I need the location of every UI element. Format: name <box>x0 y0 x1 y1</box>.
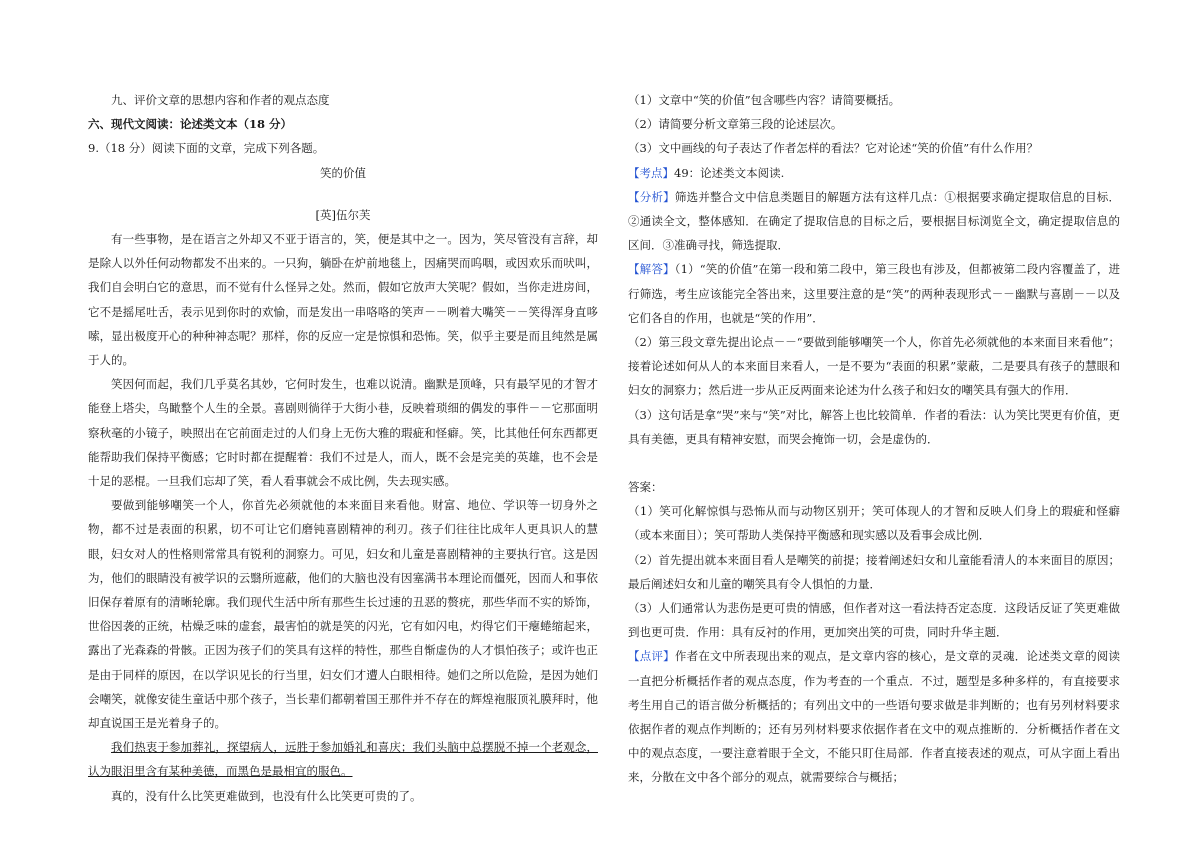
kaodian-text: 49：论述类文本阅读. <box>674 165 785 180</box>
kaodian-block <box>628 161 1120 185</box>
answer-label: 答案： <box>628 480 663 495</box>
article-author: [英]伍尔芙 <box>315 207 371 222</box>
right-column <box>628 88 1120 790</box>
article-title: 笑的价值 <box>320 165 366 180</box>
jieda-tag: 【解答】 <box>628 262 675 277</box>
kaodian-tag: 【考点】 <box>628 165 674 180</box>
dianping-text: 作者在文中所表现出来的观点，是文章内容的核心，是文章的灵魂．论述类文章的阅读一直把分析概括作者的观点态度，作为考查的一个重点．不过，题型是多种多样的，有直接要求考生用自己的语言做分析概括的；有列出文中的一些语句要求做是非判断的；也有另列材料要求依据作者的观点作判断的；还有另列材料要求依据作者在文中的观点推断的．分析概括作者在文中的观点态度，一要注意着眼于全文，不能只盯住局部．作者直接表述的观点，可从字面上看出来，分散在文中各个部分的观点，就需要综合与概括； <box>628 649 1121 785</box>
fenxi-text: 筛选并整合文中信息类题目的解题方法有这样几点：①根据要求确定提取信息的目标．②通读全文，整体感知．在确定了提取信息的目标之后，要根据目标浏览全文，确定提取信息的区间．③准确寻找，筛选提取． <box>628 189 1121 253</box>
article-paragraph-2: 笑因何而起，我们几乎莫名其妙，它何时发生，也难以说清。幽默是顶峰，只有最罕见的才智才能登上塔尖，鸟瞰整个人生的全景。喜剧则徜徉于大街小巷，反映着琐细的偶发的事件－－它那面明察秋毫的小镜子，映照出在它前面走过的人们身上无伤大雅的瑕疵和怪癖。笑，比其他任何东西都更能帮助我们保持平衡感；它时时都在提醒着：我们不过是人，而人，既不会是完美的英雄，也不会是十足的恶棍。一旦我们忘却了笑，看人看事就会不成比例，失去现实感。 <box>88 377 598 489</box>
question-intro: 9.（18 分）阅读下面的文章，完成下列各题。 <box>88 141 325 156</box>
fenxi-tag: 【分析】 <box>628 189 675 204</box>
question-1: （1）文章中“笑的价值”包含哪些内容？请简要概括。 <box>628 93 901 107</box>
dianping-block <box>628 644 1120 789</box>
left-column <box>88 88 598 808</box>
article-paragraph-3: 要做到能够嘲笑一个人，你首先必须就他的本来面目来看他。财富、地位、学识等一切身外之物，都不过是表面的积累，切不可让它们磨钝喜剧精神的利刃。孩子们往往比成年人更具识人的慧眼，妇女对人的性格则常常具有锐利的洞察力。可见，妇女和儿童是喜剧精神的主要执行官。这是因为，他们的眼睛没有被学识的云翳所遮蔽，他们的大脑也没有因塞满书本理论而僵死，因而人和事依旧保存着原有的清晰轮廓。我们现代生活中所有那些生长过速的丑恶的赘疣，那些华而不实的矫饰，世俗因袭的正统，枯燥乏味的虚套，最害怕的就是笑的闪光，它有如闪电，灼得它们干瘪蜷缩起来，露出了光森森的骨骸。正因为孩子们的笑具有这样的特性，那些自惭虚伪的人才惧怕孩子；或许也正是由于同样的原因，在以学识见长的行当里，妇女们才遭人白眼相待。她们之所以危险，是因为她们会嘲笑，就像安徒生童话中那个孩子，当长辈们都朝着国王那件并不存在的辉煌袍服顶礼膜拜时，他却直说国王是光着身子的。 <box>88 498 598 731</box>
underlined-paragraph <box>88 735 598 783</box>
item9-eval-line: 九、评价文章的思想内容和作者的观点态度 <box>111 93 330 107</box>
fenxi-block <box>628 185 1120 258</box>
question-3: （3）文中画线的句子表达了作者怎样的看法？它对论述“笑的价值”有什么作用？ <box>628 141 1039 156</box>
answer-1: （1）笑可化解惊惧与恐怖从而与动物区别开；笑可体现人的才智和反映人们身上的瑕疵和怪癖（或本来面目）；笑可帮助人类保持平衡感和现实感以及看事会成比例． <box>628 504 1120 543</box>
section-heading: 六、现代文阅读：论述类文本（18 分） <box>88 117 293 132</box>
article-paragraph-1: 有一些事物，是在语言之外却又不亚于语言的，笑，便是其中之一。因为，笑尽管没有言辞，却是除人以外任何动物都发不出来的。一只狗，躺卧在炉前地毯上，因痛哭而呜咽，或因欢乐而吠叫，我们自会明白它的意思，而不觉有什么怪异之处。然而，假如它放声大笑呢？假如，当你走进房间，它不是摇尾吐舌，表示见到你时的欢愉，而是发出一串咯咯的笑声－－咧着大嘴笑－－笑得浑身直哆嗦，显出极度开心的种种神态呢？那样，你的反应一定是惊惧和恐怖。笑，似乎主要是而且纯然是属于人的。 <box>88 232 598 368</box>
underlined-sentence: 我们热衷于参加葬礼，探望病人，远胜于参加婚礼和喜庆；我们头脑中总摆脱不掉一个老观念，认为眼泪里含有某种美德，而黑色是最相宜的服色。 <box>88 740 598 779</box>
jieda-part-2: （2）第三段文章先提出论点－－“要做到能够嘲笑一个人，你首先必须就他的本来面目来看他”；接着论述如何从人的本来面目来看人，一是不要为“表面的积累”蒙蔽，二是要具有孩子的慧眼和妇女的洞察力；然后进一步从正反两面来论述为什么孩子和妇女的嘲笑具有强大的作用． <box>628 335 1120 398</box>
question-2: （2）请简要分析文章第三段的论述层次。 <box>628 117 843 132</box>
dianping-tag: 【点评】 <box>628 649 675 664</box>
jieda-part-3: （3）这句话是拿“哭”来与“笑”对比，解答上也比较简单．作者的看法：认为笑比哭更有价值，更具有美德，更具有精神安慰，而哭会掩饰一切，会是虚伪的． <box>628 407 1120 446</box>
answer-2: （2）首先提出就本来面目看人是嘲笑的前提；接着阐述妇女和儿童能看清人的本来面目的原因；最后阐述妇女和儿童的嘲笑具有令人惧怕的力量． <box>628 552 1120 591</box>
spacer <box>628 451 1120 475</box>
jieda-part-1: （1）“笑的价值”在第一段和第二段中，第三段也有涉及，但都被第二段内容覆盖了，进行筛选，考生应该能完全答出来，这里要注意的是“笑”的两种表现形式－－幽默与喜剧－－以及它们各自的作用，也就是“笑的作用”． <box>628 262 1120 325</box>
answer-3: （3）人们通常认为悲伤是更可贵的情感，但作者对这一看法持否定态度．这段话反证了笑更难做到也更可贵．作用：具有反衬的作用，更加突出笑的可贵，同时升华主题． <box>628 601 1120 640</box>
article-last-paragraph: 真的，没有什么比笑更难做到，也没有什么比笑更可贵的了。 <box>111 788 422 803</box>
jieda-block <box>628 257 1120 330</box>
